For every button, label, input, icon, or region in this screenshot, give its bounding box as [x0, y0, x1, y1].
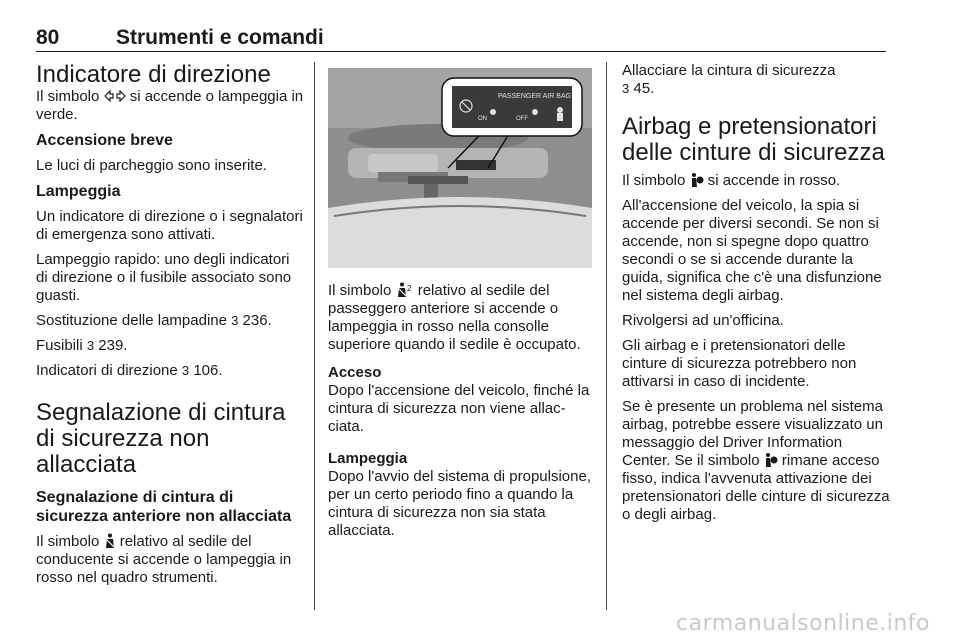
text: Sostituzione delle lampadine	[36, 312, 227, 329]
on-label: ON	[478, 116, 487, 122]
paragraph: Rivolgersi ad un'officina.	[622, 312, 784, 329]
off-label: OFF	[516, 116, 528, 122]
subheading-lampeggia: Lampeggia	[36, 183, 121, 200]
paragraph: All'accensione del veicolo, la spia si accende per diversi secondi. Se non si accende, non si spegne dopo quattro secondi o se si accende durante la guida, significa che c'è una disfunzione nel sistema degli airbag.	[622, 197, 882, 304]
subheading-accensione-breve: Accensione breve	[36, 132, 173, 149]
text: Allacciare la cintura di sicurezza	[622, 62, 836, 79]
paragraph	[36, 533, 304, 587]
panel-label: PASSENGER AIR BAG	[498, 93, 572, 100]
cross-reference	[36, 362, 304, 380]
paragraph	[622, 398, 890, 524]
text: Il simbolo	[622, 172, 686, 189]
text: relativo al sedile del conducente si accende o lampeggia in rosso nel quadro strumenti.	[36, 533, 292, 586]
airbag-icon	[764, 452, 778, 468]
page-header	[36, 26, 886, 52]
text: si accende o lampeggia in verde.	[36, 88, 304, 123]
text: relativo al sedile del passeggero anteriore si accende o lampeggia in rosso nella consolle superiore quando il sedile è occupato.	[328, 282, 581, 353]
watermark: carmanualsonline.info	[676, 611, 930, 636]
section-heading-cintura: Segnalazione di cintura di sicurezza non allacciata	[36, 399, 286, 478]
cross-reference	[36, 337, 304, 355]
seatbelt-passenger-icon	[396, 282, 414, 298]
page-ref: 106.	[193, 362, 223, 379]
cross-reference	[622, 62, 890, 98]
page-ref: 239.	[98, 337, 128, 354]
paragraph: Dopo l'avvio del sistema di propulsione, per un certo periodo fino a quando la cintura di sicurezza non sia stata allacciata.	[328, 468, 592, 539]
turn-signal-icon	[104, 90, 126, 102]
arrow-ref-icon: 3	[622, 81, 630, 96]
header-rule	[36, 51, 886, 52]
column-1	[36, 62, 304, 594]
column-3	[622, 62, 890, 531]
section-heading-airbag: Airbag e pretensionatori delle cinture di sicurezza	[622, 113, 885, 166]
paragraph	[622, 172, 890, 190]
section-heading-indicatore: Indicatore di direzione	[36, 61, 271, 88]
paragraph: Lampeggio rapido: uno degli indicatori di direzione o il fusibile associato sono guasti.	[36, 251, 292, 304]
text: rimane acceso fisso, indica l'avvenuta attivazione dei pretensionatori delle cinture di sicurezza o degli airbag.	[622, 452, 890, 523]
cross-reference	[36, 312, 304, 330]
page-ref: 45.	[633, 80, 655, 97]
paragraph	[328, 282, 593, 354]
arrow-ref-icon: 3	[181, 363, 190, 378]
subheading-acceso: Acceso	[328, 364, 382, 381]
subheading-lampeggia: Lampeggia	[328, 450, 408, 467]
text: Fusibili	[36, 337, 83, 354]
overhead-console-figure	[328, 68, 592, 268]
text: Il simbolo	[328, 282, 392, 299]
arrow-ref-icon: 3	[231, 313, 239, 328]
column-2	[328, 62, 593, 547]
svg-text:2: 2	[406, 284, 411, 293]
overhead-console-illustration	[328, 68, 592, 268]
page-number: 80	[36, 26, 60, 49]
airbag-icon	[690, 172, 704, 188]
column-divider	[606, 62, 607, 610]
subheading-cintura-anteriore: Segnalazione di cintura di sicurezza anteriore non allacciata	[36, 489, 292, 525]
text: si accende in rosso.	[707, 172, 841, 189]
paragraph: Dopo l'accensione del veicolo, finché la cintura di sicurezza non viene allacciata.	[328, 382, 590, 435]
paragraph: Le luci di parcheggio sono inserite.	[36, 157, 267, 174]
text: Indicatori di direzione	[36, 362, 178, 379]
paragraph: Gli airbag e i pretensionatori delle cinture di sicurezza potrebbero non attivarsi in caso di incidente.	[622, 337, 857, 390]
text: Se è presente un problema nel sistema airbag, potrebbe essere visualizzato un messaggio del Driver Information Center. Se il simbolo	[622, 398, 883, 469]
paragraph	[36, 88, 304, 124]
page-ref: 236.	[242, 312, 272, 329]
paragraph: Un indicatore di direzione o i segnalatori di emergenza sono attivati.	[36, 208, 303, 243]
seatbelt-icon	[104, 533, 116, 549]
running-title: Strumenti e comandi	[116, 26, 324, 49]
text: Il simbolo	[36, 88, 100, 105]
text: Il simbolo	[36, 533, 100, 550]
arrow-ref-icon: 3	[86, 338, 95, 353]
column-divider	[314, 62, 315, 610]
